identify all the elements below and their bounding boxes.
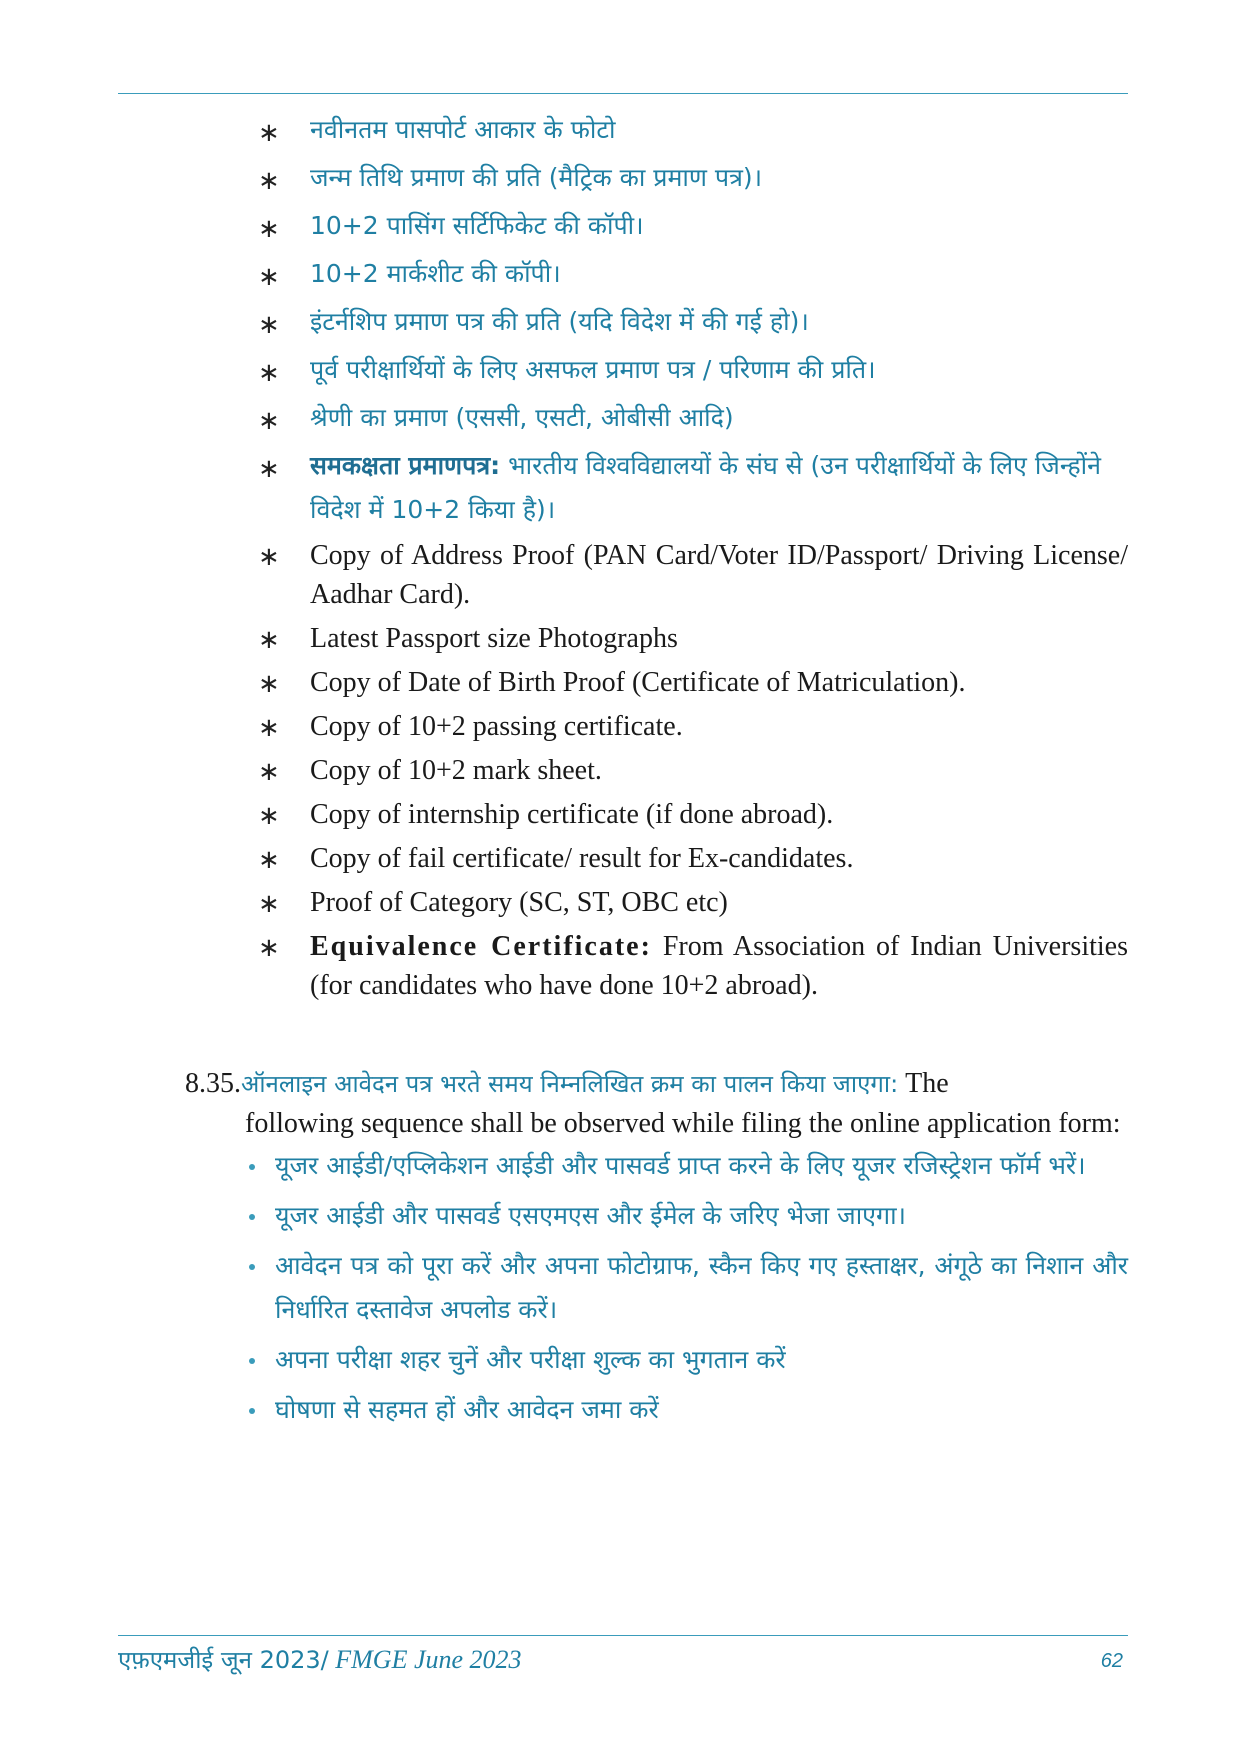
asterisk-bullet-icon: ∗ [258,262,280,292]
list-item: अपना परीक्षा शहर चुनें और परीक्षा शुल्क का भुगतान करें [185,1338,1128,1382]
asterisk-bullet-icon: ∗ [258,713,280,743]
asterisk-bullet-icon: ∗ [258,454,280,484]
list-item: यूजर आईडी/एप्लिकेशन आईडी और पासवर्ड प्राप्त करने के लिए यूजर रजिस्ट्रेशन फॉर्म भरें। [185,1144,1128,1188]
asterisk-bullet-icon: ∗ [258,542,280,572]
page-number: 62 [1100,1650,1123,1672]
list-item: ∗ 10+2 पासिंग सर्टिफिकेट की कॉपी। [258,211,644,244]
footer-title: एफ़एमजीई जून 2023/ FMGE June 2023 [118,1645,522,1674]
asterisk-bullet-icon: ∗ [258,933,280,963]
equivalence-label: समकक्षता प्रमाणपत्र: [310,451,501,480]
list-item: ∗ इंटर्नशिप प्रमाण पत्र की प्रति (यदि विदेश में की गई हो)। [258,307,809,340]
list-item-equivalence-english: ∗ Equivalence Certificate: From Association of Indian Universities (for candidates who have done 10+2 abroad). [258,931,1128,1001]
list-item: ∗ श्रेणी का प्रमाण (एससी, एसटी, ओबीसी आदि) [258,403,734,436]
asterisk-bullet-icon: ∗ [258,889,280,919]
asterisk-bullet-icon: ∗ [258,214,280,244]
list-item: आवेदन पत्र को पूरा करें और अपना फोटोग्राफ, स्कैन किए गए हस्ताक्षर, अंगूठे का निशान और निर्धारित दस्तावेज अपलोड करें। [185,1244,1128,1332]
list-item: ∗ 10+2 मार्कशीट की कॉपी। [258,259,561,292]
footer-rule [118,1635,1128,1636]
asterisk-bullet-icon: ∗ [258,669,280,699]
asterisk-bullet-icon: ∗ [258,625,280,655]
section-heading-english: following sequence shall be observed while filing the online application form: [245,1108,1121,1139]
list-item: ∗ Copy of Date of Birth Proof (Certificate of Matriculation). [258,667,966,699]
dot-bullet-icon [249,1164,255,1170]
list-item: घोषणा से सहमत हों और आवेदन जमा करें [185,1388,1128,1432]
asterisk-bullet-icon: ∗ [258,757,280,787]
dot-bullet-icon [249,1358,255,1364]
list-item: यूजर आईडी और पासवर्ड एसएमएस और ईमेल के जरिए भेजा जाएगा। [185,1194,1128,1238]
header-rule [118,93,1128,94]
equivalence-label: Equivalence Certificate: [310,931,652,962]
list-item-equivalence-hindi: ∗ समकक्षता प्रमाणपत्र: भारतीय विश्वविद्यालयों के संघ से (उन परीक्षार्थियों के लिए जिन्होंने विदेश में 10+2 किया है)। [258,451,1101,524]
asterisk-bullet-icon: ∗ [258,118,280,148]
section-8-35 [185,1064,1128,1438]
asterisk-bullet-icon: ∗ [258,166,280,196]
list-item: ∗ Copy of 10+2 passing certificate. [258,711,683,743]
asterisk-bullet-icon: ∗ [258,310,280,340]
asterisk-bullet-icon: ∗ [258,845,280,875]
list-item: ∗ Copy of internship certificate (if done abroad). [258,799,834,831]
list-item: ∗ Proof of Category (SC, ST, OBC etc) [258,887,728,919]
dot-bullet-icon [249,1264,255,1270]
asterisk-bullet-icon: ∗ [258,801,280,831]
dot-bullet-icon [249,1408,255,1414]
list-item: ∗ पूर्व परीक्षार्थियों के लिए असफल प्रमाण पत्र / परिणाम की प्रति। [258,355,876,388]
dot-bullet-icon [249,1214,255,1220]
section-number: 8.35. [185,1068,241,1099]
asterisk-bullet-icon: ∗ [258,358,280,388]
list-item: ∗ जन्म तिथि प्रमाण की प्रति (मैट्रिक का प्रमाण पत्र)। [258,163,763,196]
document-checklist [118,108,1128,1010]
list-item: ∗ नवीनतम पासपोर्ट आकार के फोटो [258,115,616,148]
list-item: ∗ Copy of 10+2 mark sheet. [258,755,602,787]
list-item: ∗ Latest Passport size Photographs [258,623,678,655]
list-item: ∗ Copy of fail certificate/ result for Ex-candidates. [258,843,854,875]
section-heading: 8.35.ऑनलाइन आवेदन पत्र भरते समय निम्नलिखित क्रम का पालन किया जाएगा: The [185,1068,949,1099]
asterisk-bullet-icon: ∗ [258,406,280,436]
list-item: ∗ Copy of Address Proof (PAN Card/Voter ID/Passport/ Driving License/ Aadhar Card). [258,540,1128,610]
